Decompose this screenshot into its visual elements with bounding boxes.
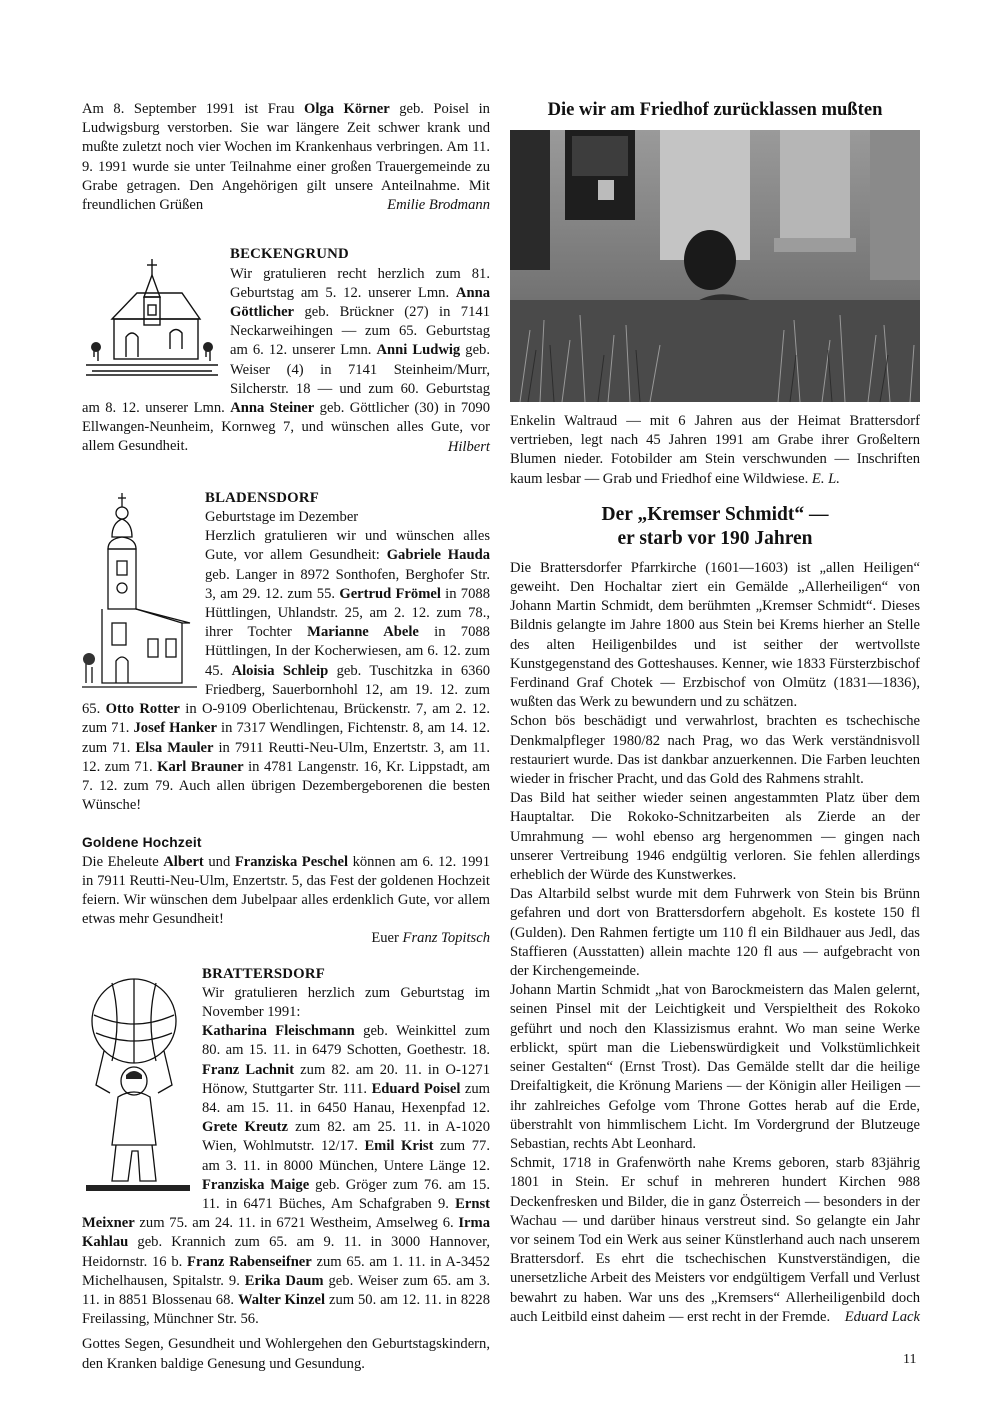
article-signature: Eduard Lack [844, 1308, 920, 1325]
cemetery-title: Die wir am Friedhof zurücklassen mußten [547, 99, 883, 120]
article-paragraph-2: Schon bös beschädigt und verwahrlost, brachten es tschechische Denkmalpfleger 1980/82 nach Prag, wo das Werk verständnisvoll restauriert wurde. Das ist dankbar anzuerkennen. Die Farben leuchten wieder in frischer Pracht, und das Gold des Rahmens strahlt. [510, 713, 920, 788]
brattersdorf-text: Katharina Fleischmann geb. Weinkittel zum 80. am 15. 11. in 6479 Schotten, Goethestr. 18. Franz Lachnit zum 82. am 20. 11. in O-1271 Hönow, Stuttgarter Str. 111. Eduard Poisel zum 84. am 15. 11. in 6450 Hanau, Hexenpfad 12. Grete Kreutz zum 82. am 25. 11. in A-1020 Wien, Wohlmutstr. 12/17. Emil Krist zum 77. am 3. 11. in 8000 München, Untere Länge 12. Franziska Maige geb. Gröger zum 76. am 15. 11. in 6471 Büches, Am Schafgraben 9. Ernst Meixner zum 75. am 24. 11. in 6721 Westheim, Amselweg 6. Irma Kahlau geb. Krannich zum 65. am 9. 11. in 3000 Hannover, Heidornstr. 16 b. Franz Rabenseifner zum 65. am 1. 11. in A-3452 Michelhausen, Spitalstr. 9. Erika Daum geb. Weiser zum 65. am 3. 11. in 8851 Blossenau 68. Walter Kinzel zum 50. am 12. 11. in 8228 Freilassing, Münchner Str. 56. [82, 1023, 491, 1328]
article-title-line2: er starb vor 190 Jahren [617, 527, 813, 549]
brattersdorf-heading: BRATTERSDORF [202, 965, 325, 982]
article-paragraph-6: Schmit, 1718 in Grafenwörth nahe Krems geboren, starb 83jährig 1801 in Stein. Er schuf in mehreren hundert Kirchen 988 Deckenfresken und Bilder, die in ganz Österreich — besonders in der Wachau — und darüber hinaus verstreut sind. So gelangte ein Jahr vor seinem Tod ein Werk aus seiner Künstlerhand auch nach unserem Brattersdorf. Es ehrt die tschechischen Kunstverständigen, die unersetzliche Arbeit des Meisters vor endgültigem Verfall und Verlust bewahrt zu haben. War uns des „Kremsers“ Allerheiligenbild doch auch Leitbild einst daheim — erst recht in der Fremde. [510, 1155, 920, 1325]
bladensdorf-church-illustration [82, 493, 197, 693]
article-paragraph-3: Das Bild hat seither wieder seinen angestammten Platz über dem Hauptaltar. Die Rokoko-Schnitzarbeiten als Zierde an der Umrahmung — wohl ebenso arg hergenommen — gingen nach unserer Vertreibung 1946 endgültig verloren. Sie fehlen allerdings erheblich der Würde des Kunstwerkes. [510, 790, 920, 884]
brattersdorf-closing: Gottes Segen, Gesundheit und Wohlergehen den Geburtstagskindern, den Kranken baldige Genesung und Gesundung. [82, 1336, 490, 1372]
bladensdorf-heading: BLADENSDORF [205, 489, 320, 506]
left-column [82, 100, 490, 1374]
church-icon [82, 257, 222, 379]
right-column [510, 98, 920, 1327]
bladensdorf-subheading: Geburtstage im Dezember [205, 509, 359, 526]
article-title-line1: Der „Kremser Schmidt“ — [601, 503, 829, 525]
obituary-signature: Emilie Brodmann [387, 197, 490, 214]
article-paragraph-4: Das Altarbild selbst wurde mit dem Fuhrwerk von Stein bis Brünn gefahren und dort von Brattersdorfern abgeholt. Es kostete 150 fl (Gulden). Den Rahmen fertigte um 110 fl ein Bildhauer aus Jedl, das Staffieren (Ausstatten) allein machte 120 fl aus — aufgebracht von der Kirchengemeinde. [510, 886, 920, 980]
obituary-text: Am 8. September 1991 ist Frau Olga Körner geb. Poisel in Ludwigsburg verstorben. Sie war längere Zeit schwer krank und mußte zuletzt noch vier Wochen im Krankenhaus verbringen. Am 11. 9. 1991 wurde sie unter Teilnahme einer großen Trauergemeinde zu Grabe getragen. Den Angehörigen gilt unsere Anteilnahme. Mit freundlichen Grüßen [82, 101, 490, 214]
article-paragraph-5: Johann Martin Schmidt „hat von Barockmeistern das Malen gelernt, seinen Pinsel mit der Leichtigkeit und Verspieltheit des Rokoko geführt und noch den Klassizismus erahnt. Wo man seine Werke erblickt, spürt man die Liebenswürdigkeit und Volkstümlichkeit seiner Gestalten“ (Ernst Trost). Das Gemälde stellt dar die heilige Dreifaltigkeit, die Krönung Mariens — der Königin aller Heiligen — ihr zahlreiches Gefolge vom Throne Gottes herab auf die Erde, überstrahlt von himmlischem Licht. Im Vordergrund der Blutzeuge Sebastian, rechts Abt Leonhard. [510, 982, 920, 1152]
page-number: 11 [903, 1352, 917, 1367]
bladensdorf-signature: Euer Franz Topitsch [371, 930, 490, 947]
bladensdorf-text: Herzlich gratulieren wir und wünschen alles Gute, vor allem Gesundheit: Gabriele Hauda geb. Langer in 8972 Sonthofen, Berghofer Str. 3, am 29. 12. zum 55. Gertrud Frömel in 7088 Hüttlingen, Uhlandstr. 25, am 2. 12. zum 78., ihrer Tochter Marianne Abele in 7088 Hüttlingen, In der Kocherwiesen, am 6. 12. zum 45. Aloisia Schleip geb. Tuschitzka in 6360 Friedberg, Sauerbornhohl 12, am 19. 12. zum 65. Otto Rotter in O-9109 Oberlichtenau, Brückenstr. 7, am 2. 12. zum 71. Josef Hanker in 7317 Wendlingen, Fichtenstr. 8, am 14. 12. zum 71. Elsa Mauler in 7911 Reutti-Neu-Ulm, Enzertstr. 3, am 11. 12. zum 71. Karl Brauner in 4781 Langenstr. 16, Kr. Lippstadt, am 7. 12. zum 79. Auch allen übrigen Dezembergeborenen die besten Wünsche! [82, 528, 491, 814]
cemetery-photo [510, 130, 920, 402]
brattersdorf-intro: Wir gratulieren herzlich zum Geburtstag im November 1991: [202, 984, 490, 1020]
beckengrund-church-illustration [82, 257, 222, 379]
cemetery-caption: Enkelin Waltraud — mit 6 Jahren aus der Heimat Brattersdorf vertrieben, legt nach 45 Jahren 1991 am Grabe ihrer Großeltern Blumen nieder. Fotobilder am Stein verschwunden — Inschriften kaum lesbar — Grab und Friedhof eine Wildwiese. E. L. [510, 413, 920, 487]
article-paragraph-1: Die Brattersdorfer Pfarrkirche (1601—1603) ist „allen Heiligen“ geweiht. Den Hochaltar ziert ein Gemälde „Allerheiligen“ von Johann Martin Schmidt, dem berühmten „Kremser Schmidt“. Dieses Bildnis gelangte im Jahre 1800 aus Stein bei Krems hierher an Stelle des alten Heiligenbildes und ist seither der wertvollste Kunstgegenstand des Gotteshauses. Kenner, wie 1833 Fürsterzbischof Ferdinand Graf Chotek — Erzbischof von Olmütz (1831—1836), wußten das Werk zu bewundern und zu schätzen. [510, 559, 920, 711]
golden-wedding-text: Die Eheleute Albert und Franziska Peschel können am 6. 12. 1991 in 7911 Reutti-Neu-Ulm, Enzertstr. 5, das Fest der goldenen Hochzeit feiern. Wir wünschen dem Jubelpaar alles erdenklich Gute, vor allem etwas mehr Gesundheit! [82, 853, 491, 928]
beckengrund-heading: BECKENGRUND [230, 246, 349, 263]
church-tower-icon [82, 493, 197, 693]
atlas-statue-icon [82, 975, 194, 1197]
golden-wedding-heading: Goldene Hochzeit [82, 835, 202, 851]
brattersdorf-atlas-illustration [82, 975, 194, 1197]
beckengrund-signature: Hilbert [447, 438, 490, 455]
beckengrund-text: Wir gratulieren recht herzlich zum 81. Geburtstag am 5. 12. unserer Lmn. Anna Göttlicher geb. Brückner (27) in 7141 Neckarweihingen — zum 65. Geburtstag am 6. 12. unserer Lmn. Anni Ludwig geb. Weiser (4) in 7141 Steinheim/Murr, Silcherstr. 18 — und zum 60. Geburtstag am 8. 12. unserer Lmn. Anna Steiner geb. Göttlicher (30) in 7090 Ellwangen-Neunheim, Kornweg 7, und wünschen alles Gute, vor allem Gesundheit. [82, 265, 491, 455]
